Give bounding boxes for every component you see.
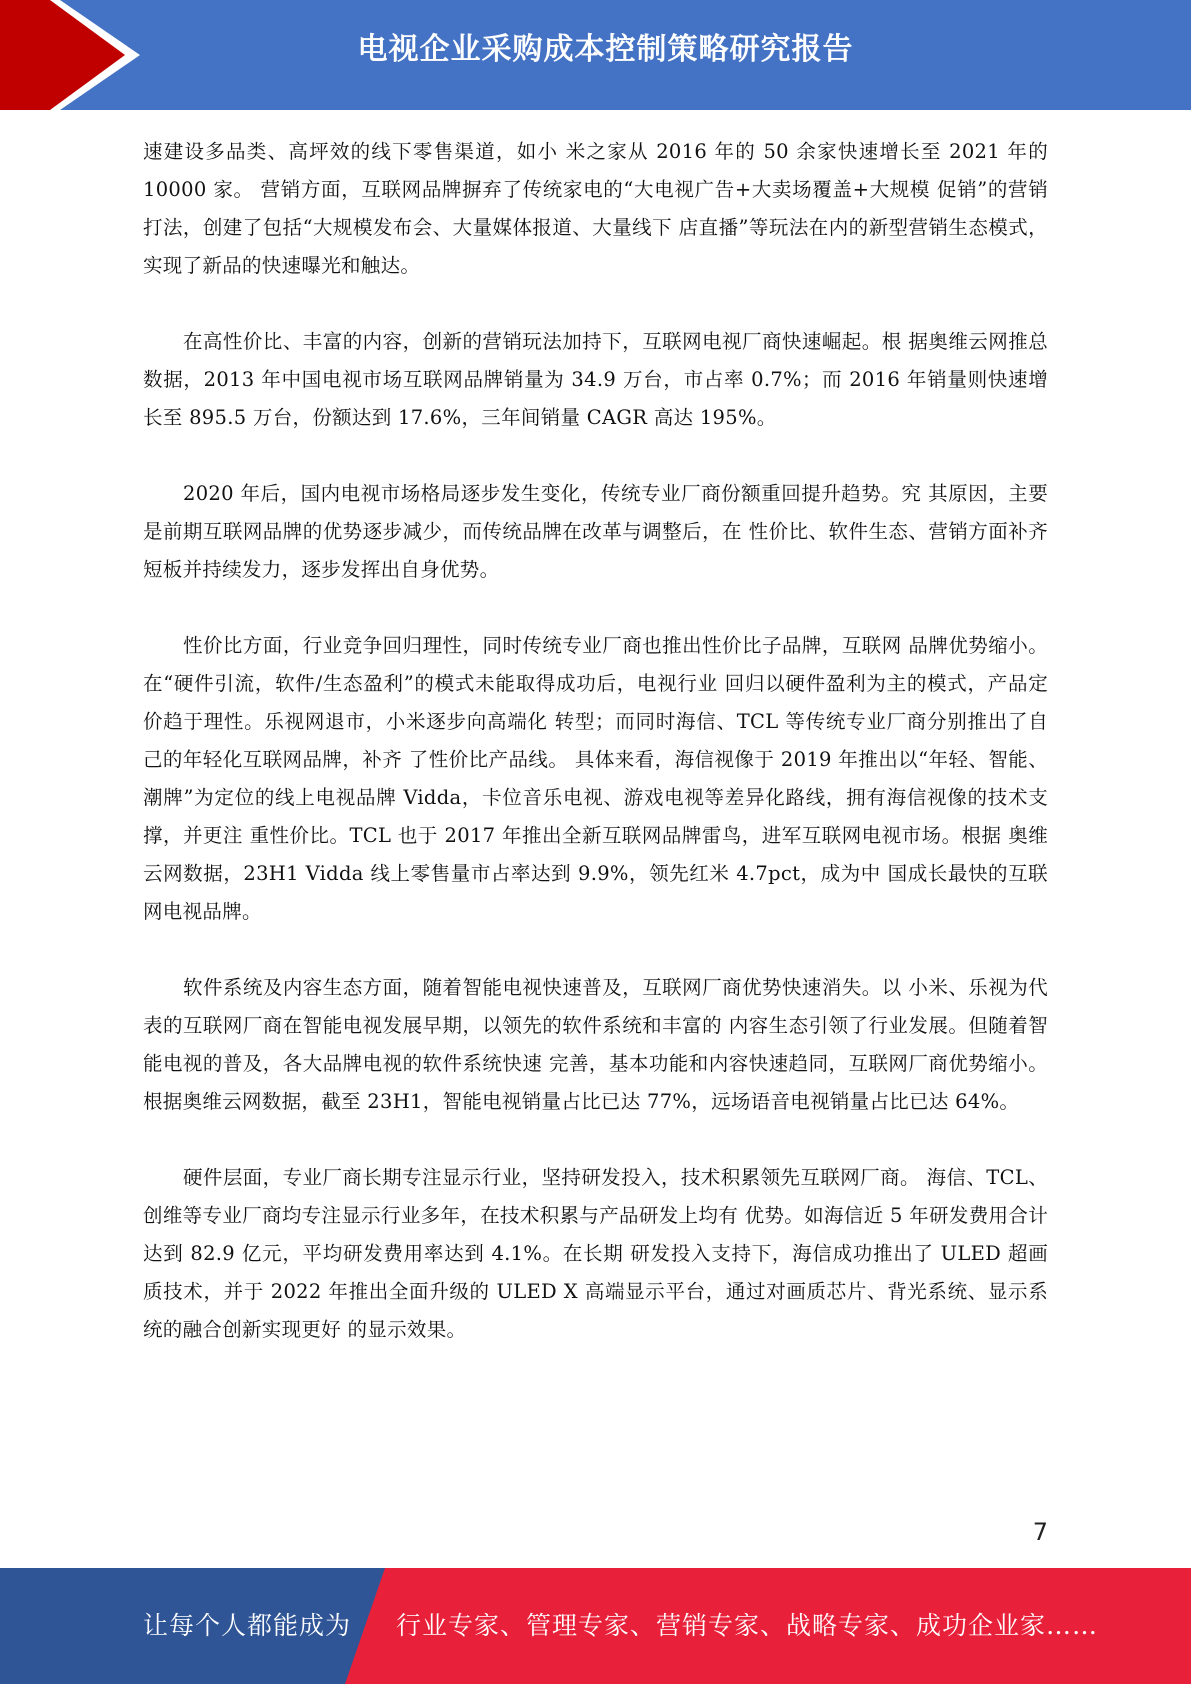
- page-header: [0, 0, 1191, 110]
- paragraph-cost-performance: 性价比方面，行业竞争回归理性，同时传统专业厂商也推出性价比子品牌，互联网 品牌优势缩小。在“硬件引流，软件/生态盈利”的模式未能取得成功后，电视行业 回归以硬件盈利为主的模式，产品定价趋于理性。乐视网退市，小米逐步向高端化 转型；而同时海信、TCL 等传统专业厂商分别推出了自己的年轻化互联网品牌，补齐 了性价比产品线。 具体来看，海信视像于 2019 年推出以“年轻、智能、潮牌”为定位的线上电视品牌 Vidda，卡位音乐电视、游戏电视等差异化路线，拥有海信视像的技术支撑，并更注 重性价比。TCL 也于 2017 年推出全新互联网品牌雷鸟，进军互联网电视市场。根据 奥维云网数据，23H1 Vidda 线上零售量市占率达到 9.9%，领先红米 4.7pct，成为中 国成长最快的互联网电视品牌。: [143, 634, 1048, 923]
- paragraph-internet-tv-rise: 在高性价比、丰富的内容，创新的营销玩法加持下，互联网电视厂商快速崛起。根 据奥维云网推总数据，2013 年中国电视市场互联网品牌销量为 34.9 万台，市占率 0.7%；而 2016 年销量则快速增长至 895.5 万台，份额达到 17.6%，三年间销量 CAGR 高达 195%。: [143, 330, 1048, 429]
- document-body: [143, 133, 1048, 1387]
- paragraph-channels-marketing: 速建设多品类、高坪效的线下零售渠道，如小 米之家从 2016 年的 50 余家快速增长至 2021 年的 10000 家。 营销方面，互联网品牌摒弃了传统家电的“大电视广告+大卖场覆盖+大规模 促销”的营销打法，创建了包括“大规模发布会、大量媒体报道、大量线下 店直播”等玩法在内的新型营销生态模式，实现了新品的快速曝光和触达。: [143, 140, 1048, 277]
- footer-slogan-left: 让每个人都能成为: [143, 1611, 352, 1640]
- page-number: 7: [1032, 1518, 1048, 1546]
- page-footer: [0, 1568, 1191, 1684]
- report-title: 电视企业采购成本控制策略研究报告: [357, 32, 854, 67]
- paragraph-software-ecosystem: 软件系统及内容生态方面，随着智能电视快速普及，互联网厂商优势快速消失。以 小米、乐视为代表的互联网厂商在智能电视发展早期，以领先的软件系统和丰富的 内容生态引领了行业发展。但随着智能电视的普及，各大品牌电视的软件系统快速 完善，基本功能和内容快速趋同，互联网厂商优势缩小。根据奥维云网数据，截至 23H1，智能电视销量占比已达 77%，远场语音电视销量占比已达 64%。: [143, 976, 1048, 1113]
- paragraph-market-shift-2020: 2020 年后，国内电视市场格局逐步发生变化，传统专业厂商份额重回提升趋势。究 其原因，主要是前期互联网品牌的优势逐步减少，而传统品牌在改革与调整后，在 性价比、软件生态、营销方面补齐短板并持续发力，逐步发挥出自身优势。: [143, 482, 1048, 581]
- paragraph-hardware: 硬件层面，专业厂商长期专注显示行业，坚持研发投入，技术积累领先互联网厂商。 海信、TCL、创维等专业厂商均专注显示行业多年，在技术积累与产品研发上均有 优势。如海信近 5 年研发费用合计达到 82.9 亿元，平均研发费用率达到 4.1%。在长期 研发投入支持下，海信成功推出了 ULED 超画质技术，并于 2022 年推出全面升级的 ULED X 高端显示平台，通过对画质芯片、背光系统、显示系统的融合创新实现更好 的显示效果。: [143, 1166, 1048, 1341]
- footer-slogan-right: 行业专家、管理专家、营销专家、战略专家、成功企业家……: [396, 1611, 1099, 1640]
